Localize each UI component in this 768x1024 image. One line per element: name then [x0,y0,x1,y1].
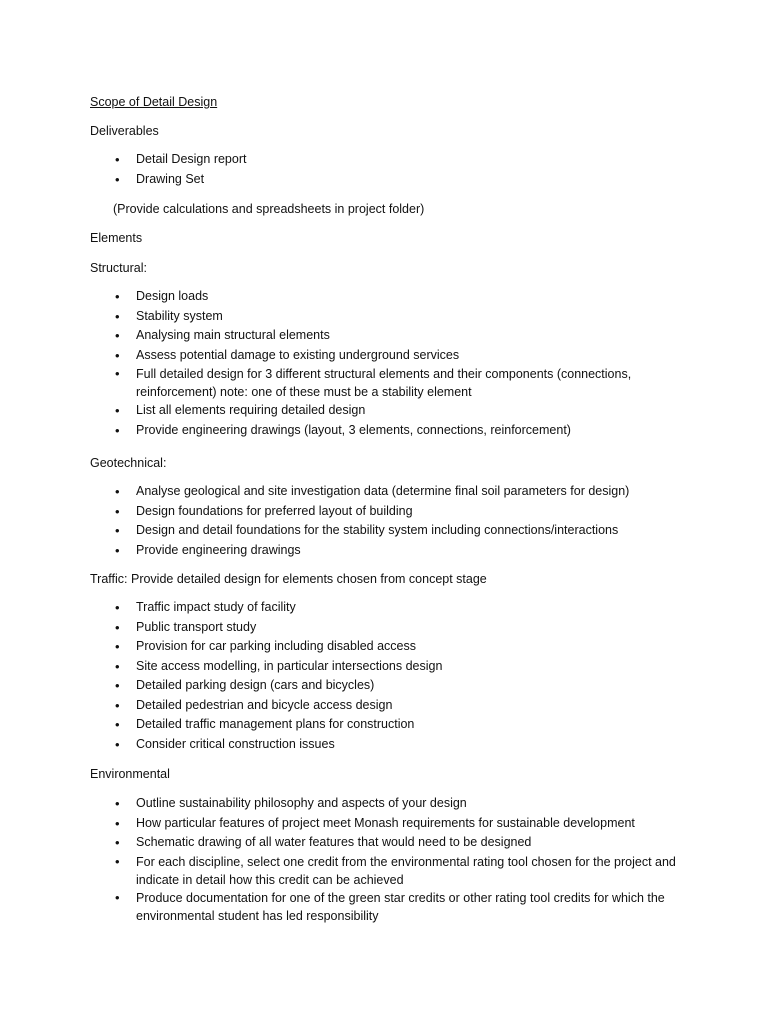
list-item: • Site access modelling, in particular intersections design [90,657,690,677]
list-item: • How particular features of project meet Monash requirements for sustainable development [90,814,690,834]
list-item: • Detailed traffic management plans for construction [90,715,690,735]
list-item: • Consider critical construction issues [90,735,690,755]
list-item: • Detailed pedestrian and bicycle access design [90,696,690,716]
geotechnical-list [90,482,690,560]
list-item: • Drawing Set [90,170,690,190]
list-item: • Provide engineering drawings (layout, 3 elements, connections, reinforcement) [90,421,690,441]
list-item: • Design and detail foundations for the stability system including connections/interactions [90,521,690,541]
list-item: • List all elements requiring detailed design [90,401,690,421]
list-item: • Stability system [90,307,690,327]
document-title: Scope of Detail Design [90,95,218,109]
list-item: • Schematic drawing of all water features that would need to be designed [90,833,690,853]
elements-heading: Elements [90,231,143,245]
geotechnical-heading: Geotechnical: [90,456,167,470]
structural-heading: Structural: [90,261,147,275]
list-item: • Produce documentation for one of the green star credits or other rating tool credits for which the environmental student has led responsibility [90,889,690,925]
traffic-heading: Traffic: Provide detailed design for elements chosen from concept stage [90,572,487,586]
structural-list [90,287,690,440]
environmental-list [90,794,690,925]
list-item: • Design foundations for preferred layout of building [90,502,690,522]
list-item: • Traffic impact study of facility [90,598,690,618]
list-item: • Detail Design report [90,150,690,170]
deliverables-list [90,150,690,189]
list-item: • Provide engineering drawings [90,541,690,561]
traffic-list [90,598,690,754]
list-item: • Outline sustainability philosophy and aspects of your design [90,794,690,814]
list-item: • Design loads [90,287,690,307]
deliverables-heading: Deliverables [90,124,159,138]
list-item: • For each discipline, select one credit from the environmental rating tool chosen for the project and indicate in detail how this credit can be achieved [90,853,690,889]
list-item: • Assess potential damage to existing underground services [90,346,690,366]
list-item: • Detailed parking design (cars and bicycles) [90,676,690,696]
list-item: • Public transport study [90,618,690,638]
deliverables-note: (Provide calculations and spreadsheets in project folder) [113,202,425,216]
list-item: • Full detailed design for 3 different structural elements and their components (connections, reinforcement) note: one of these must be a stability element [90,365,690,401]
list-item: • Analyse geological and site investigation data (determine final soil parameters for design) [90,482,690,502]
environmental-heading: Environmental [90,767,170,781]
list-item: • Analysing main structural elements [90,326,690,346]
list-item: • Provision for car parking including disabled access [90,637,690,657]
